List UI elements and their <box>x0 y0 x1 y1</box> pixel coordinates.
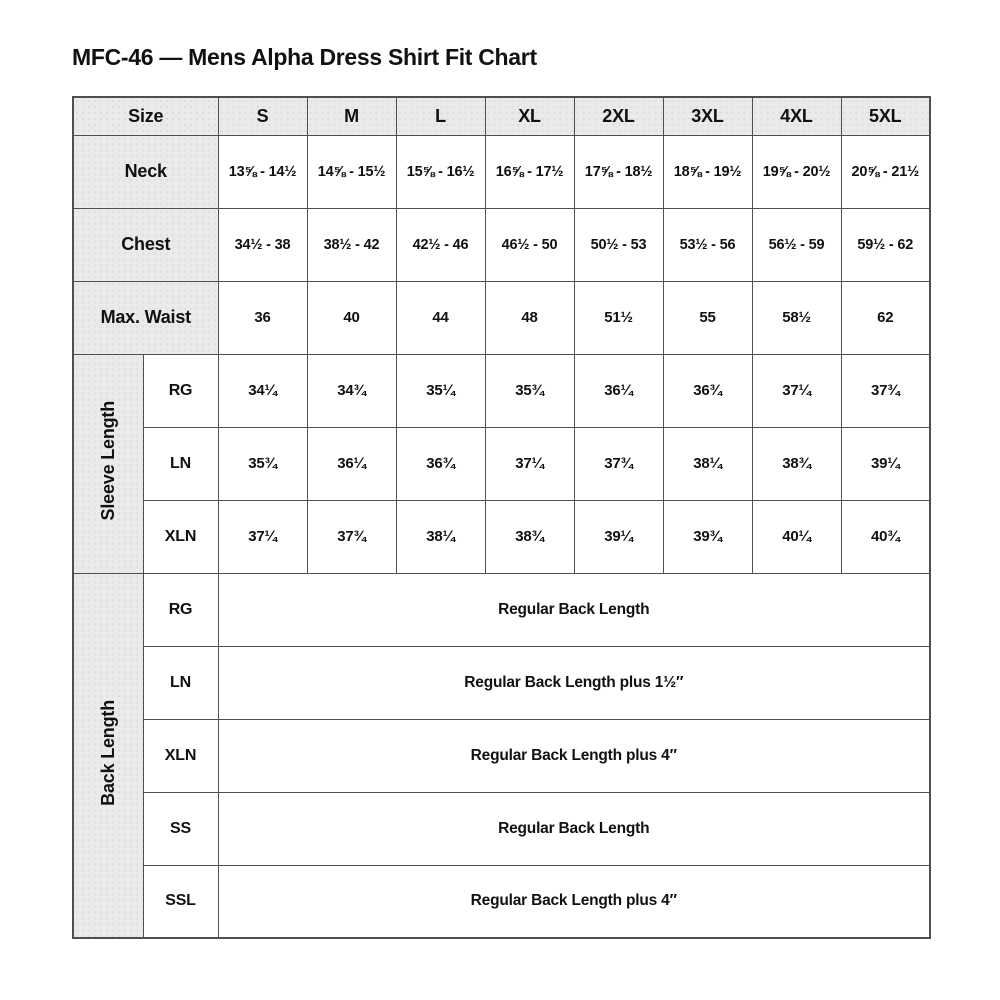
col-header-m: M <box>307 97 396 135</box>
max-waist-value-cell: 51½ <box>574 281 663 354</box>
sleeve-xln-row <box>73 500 930 573</box>
sleeve-rg-value-cell: 35¾ <box>485 354 574 427</box>
sleeve-ln-value-cell: 38¾ <box>752 427 841 500</box>
chest-value-cell: 42½ - 46 <box>396 208 485 281</box>
sleeve-xln-value-cell: 38¼ <box>396 500 485 573</box>
sleeve-xln-value-cell: 39¾ <box>663 500 752 573</box>
sleeve-ln-value-cell: 39¼ <box>841 427 930 500</box>
back-xln-text-cell: Regular Back Length plus 4″ <box>218 719 930 792</box>
sleeve-rg-value-cell: 37¼ <box>752 354 841 427</box>
chest-value-cell: 59½ - 62 <box>841 208 930 281</box>
col-header-2xl: 2XL <box>574 97 663 135</box>
max-waist-value-cell: 58½ <box>752 281 841 354</box>
sleeve-ln-value-cell: 37¾ <box>574 427 663 500</box>
sleeve-rg-row <box>73 354 930 427</box>
sleeve-xln-value-cell: 38¾ <box>485 500 574 573</box>
max-waist-value-cell: 48 <box>485 281 574 354</box>
header-row <box>73 97 930 135</box>
col-header-3xl: 3XL <box>663 97 752 135</box>
sub-label-sleeve-rg: RG <box>143 354 218 427</box>
group-label-back-length-text: Back Length <box>97 699 118 806</box>
back-ss-text-cell: Regular Back Length <box>218 792 930 865</box>
neck-value-cell: 20⅝ - 21½ <box>841 135 930 208</box>
row-label-chest: Chest <box>73 208 218 281</box>
chest-value-cell: 38½ - 42 <box>307 208 396 281</box>
col-header-5xl: 5XL <box>841 97 930 135</box>
neck-value-cell: 13⅝ - 14½ <box>218 135 307 208</box>
col-header-4xl: 4XL <box>752 97 841 135</box>
neck-value-cell: 15⅝ - 16½ <box>396 135 485 208</box>
sleeve-rg-value-cell: 36¼ <box>574 354 663 427</box>
sleeve-xln-value-cell: 37¼ <box>218 500 307 573</box>
neck-value-cell: 14⅝ - 15½ <box>307 135 396 208</box>
page-title: MFC-46 — Mens Alpha Dress Shirt Fit Chart <box>72 44 537 70</box>
sleeve-xln-value-cell: 37¾ <box>307 500 396 573</box>
neck-value-cell: 19⅝ - 20½ <box>752 135 841 208</box>
max-waist-value-cell: 44 <box>396 281 485 354</box>
row-label-neck: Neck <box>73 135 218 208</box>
back-ln-row <box>73 646 930 719</box>
sub-label-sleeve-xln: XLN <box>143 500 218 573</box>
back-rg-text-cell: Regular Back Length <box>218 573 930 646</box>
col-header-l: L <box>396 97 485 135</box>
back-ln-text-cell: Regular Back Length plus 1½″ <box>218 646 930 719</box>
max-waist-value-cell: 40 <box>307 281 396 354</box>
sub-label-back-xln: XLN <box>143 719 218 792</box>
back-ssl-text-cell: Regular Back Length plus 4″ <box>218 865 930 938</box>
group-label-back-length <box>73 573 143 938</box>
chest-value-cell: 50½ - 53 <box>574 208 663 281</box>
back-xln-row <box>73 719 930 792</box>
group-label-sleeve-length <box>73 354 143 573</box>
sleeve-rg-value-cell: 35¼ <box>396 354 485 427</box>
col-header-size: Size <box>73 97 218 135</box>
chest-value-cell: 46½ - 50 <box>485 208 574 281</box>
max-waist-value-cell: 55 <box>663 281 752 354</box>
sub-label-back-ssl: SSL <box>143 865 218 938</box>
sleeve-xln-value-cell: 40¾ <box>841 500 930 573</box>
sleeve-xln-value-cell: 40¼ <box>752 500 841 573</box>
sub-label-back-ln: LN <box>143 646 218 719</box>
sleeve-ln-value-cell: 36¾ <box>396 427 485 500</box>
max-waist-value-cell: 36 <box>218 281 307 354</box>
sleeve-ln-row <box>73 427 930 500</box>
col-header-xl: XL <box>485 97 574 135</box>
group-label-sleeve-length-text: Sleeve Length <box>97 401 118 521</box>
row-label-max-waist: Max. Waist <box>73 281 218 354</box>
sleeve-rg-value-cell: 36¾ <box>663 354 752 427</box>
sub-label-back-ss: SS <box>143 792 218 865</box>
max-waist-value-cell: 62 <box>841 281 930 354</box>
sleeve-rg-value-cell: 34¾ <box>307 354 396 427</box>
back-ss-row <box>73 792 930 865</box>
sleeve-ln-value-cell: 38¼ <box>663 427 752 500</box>
neck-row <box>73 135 930 208</box>
neck-value-cell: 18⅝ - 19½ <box>663 135 752 208</box>
sleeve-ln-value-cell: 37¼ <box>485 427 574 500</box>
sub-label-back-rg: RG <box>143 573 218 646</box>
sleeve-ln-value-cell: 36¼ <box>307 427 396 500</box>
back-ssl-row <box>73 865 930 938</box>
sleeve-xln-value-cell: 39¼ <box>574 500 663 573</box>
sleeve-rg-value-cell: 34¼ <box>218 354 307 427</box>
neck-value-cell: 17⅝ - 18½ <box>574 135 663 208</box>
chest-value-cell: 34½ - 38 <box>218 208 307 281</box>
chest-value-cell: 53½ - 56 <box>663 208 752 281</box>
neck-value-cell: 16⅝ - 17½ <box>485 135 574 208</box>
sleeve-ln-value-cell: 35¾ <box>218 427 307 500</box>
sleeve-rg-value-cell: 37¾ <box>841 354 930 427</box>
sub-label-sleeve-ln: LN <box>143 427 218 500</box>
max-waist-row <box>73 281 930 354</box>
chest-row <box>73 208 930 281</box>
col-header-s: S <box>218 97 307 135</box>
back-rg-row <box>73 573 930 646</box>
chest-value-cell: 56½ - 59 <box>752 208 841 281</box>
fit-chart-table <box>72 96 931 939</box>
